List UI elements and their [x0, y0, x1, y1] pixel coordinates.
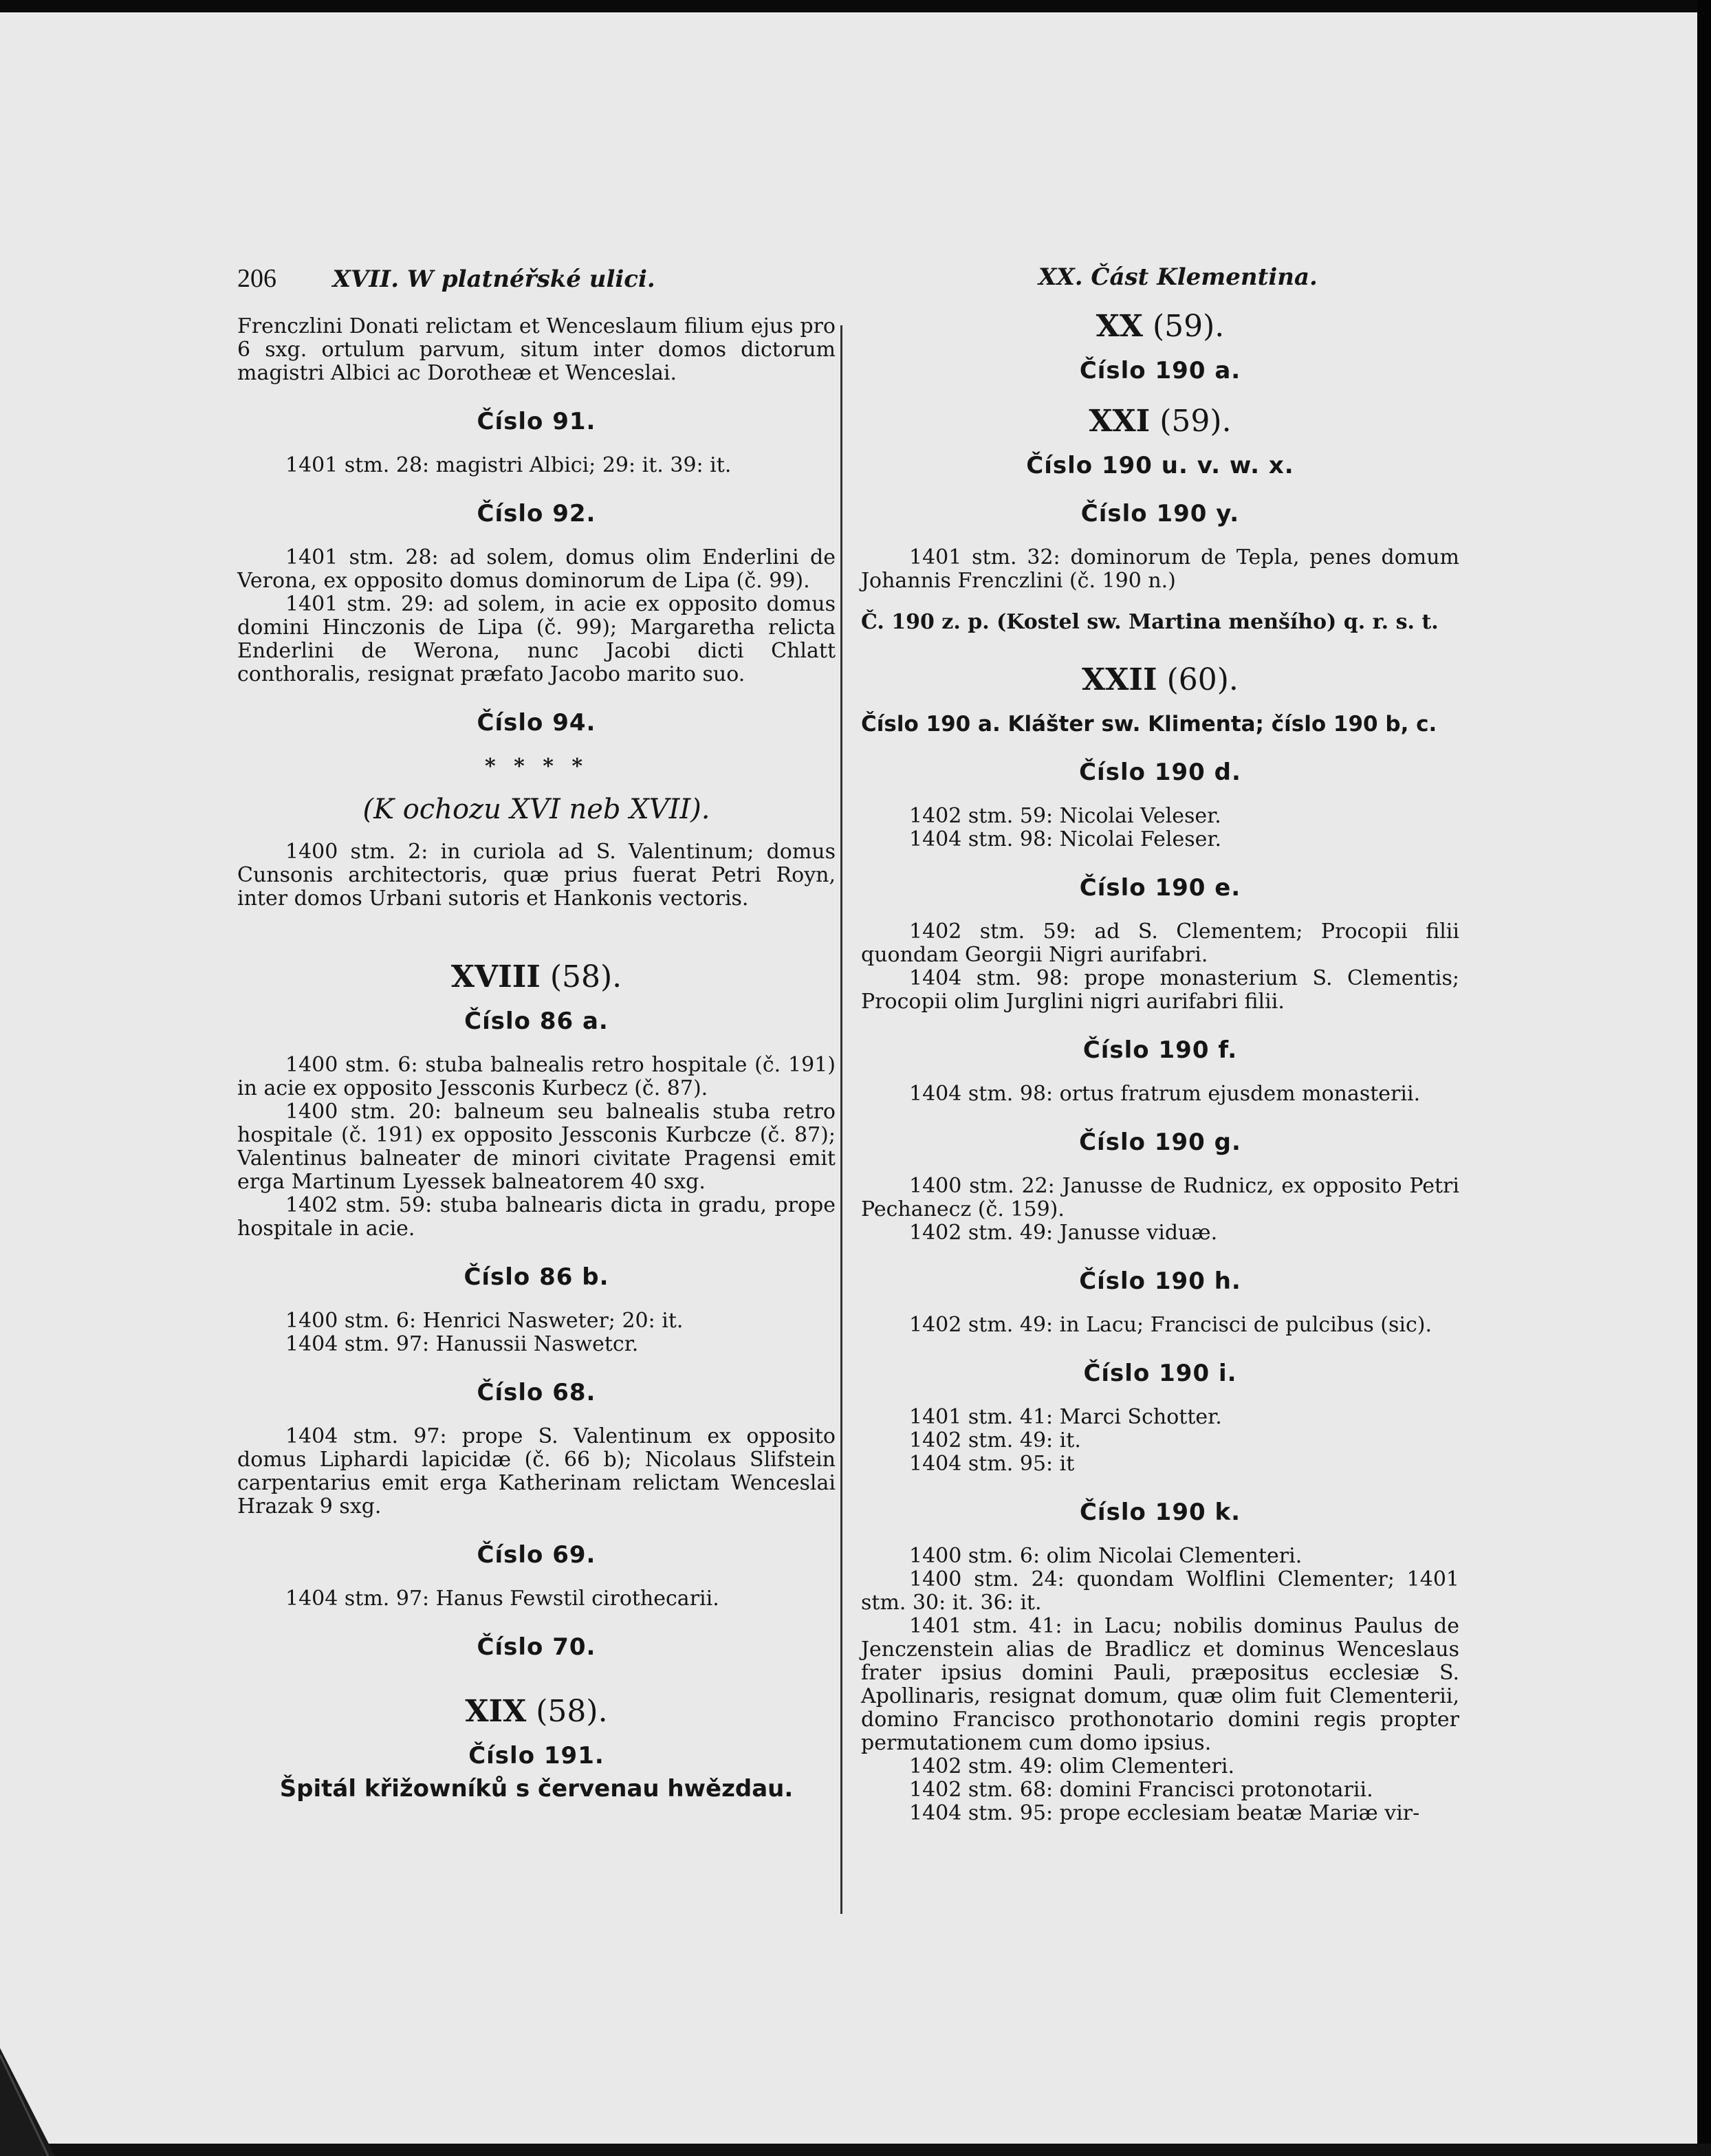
asterism: * * * * [484, 754, 589, 778]
entry: 1400 stm. 22: Janusse de Rudnicz, ex opposito Petri Pechanecz (č. 159). [861, 1174, 1459, 1221]
entry: 1402 stm. 49: olim Clementeri. [909, 1754, 1235, 1778]
entry-bold: Č. 190 z. p. (Kostel sw. Martina menšího) q. r. s. t. [861, 610, 1439, 634]
page-number: 206 [237, 264, 276, 293]
section-heading: Číslo 68. [477, 1379, 596, 1406]
chapter-roman: XIX [465, 1694, 527, 1729]
entry: 1401 stm. 32: dominorum de Tepla, penes domum Johannis Frenczlini (č. 190 n.) [861, 545, 1459, 593]
chapter-heading-xviii [237, 959, 836, 994]
section-heading: Číslo 91. [477, 408, 596, 435]
running-header-left [237, 263, 655, 294]
section-heading: Číslo 86 b. [464, 1263, 609, 1291]
entry: 1404 stm. 97: Hanus Fewstil cirothecarii. [285, 1587, 719, 1611]
column-divider [840, 325, 842, 1914]
book-page [0, 12, 1697, 2144]
entry: 1401 stm. 29: ad solem, in acie ex opposito domus domini Hinczonis de Lipa (č. 99); Margaretha relicta Enderlini de Werona, nunc Jacobi dicti Chlatt conthoralis, resignat præfato Jacobo marito suo. [237, 592, 836, 686]
entry: 1402 stm. 59: stuba balnearis dicta in gradu, prope hospitale in acie. [237, 1193, 836, 1241]
section-heading: Číslo 190 a. [1079, 357, 1241, 384]
section-heading: Číslo 190 u. v. w. x. [1026, 452, 1294, 479]
entry: 1404 stm. 98: Nicolai Feleser. [909, 827, 1221, 851]
entry: 1404 stm. 97: Hanussii Naswetcr. [285, 1332, 639, 1356]
left-column [237, 314, 836, 1803]
entry: 1402 stm. 59: Nicolai Veleser. [909, 804, 1221, 828]
chapter-number: (59). [1152, 309, 1225, 344]
left-running-title: XVII. W platnéřské ulici. [332, 265, 655, 293]
right-column [861, 309, 1459, 1825]
section-heading: Číslo 70. [477, 1633, 596, 1661]
section-heading: Číslo 190 y. [1080, 500, 1240, 527]
section-heading: Číslo 190 k. [1079, 1499, 1241, 1526]
entry: 1404 stm. 95: it [909, 1452, 1075, 1476]
scan-right-border [1697, 0, 1711, 2144]
section-heading: Číslo 190 i. [1083, 1360, 1237, 1387]
section-subheading: Špitál křižowníků s červenau hwězdau. [279, 1775, 794, 1803]
entry: 1400 stm. 6: olim Nicolai Clementeri. [909, 1544, 1303, 1568]
entry: 1402 stm. 49: Janusse viduæ. [909, 1221, 1218, 1245]
entry: 1401 stm. 41: in Lacu; nobilis dominus Paulus de Jenczenstein alias de Bradlicz et dominus Wenceslaus frater ipsius domini Pauli, præpositus ecclesiæ S. Apollinaris, resignat domum, quæ olim fuit Clementerii, domino Francisco prothonotario domini regis propter permutationem cum domo ipsius. [861, 1614, 1459, 1755]
entry: 1400 stm. 24: quondam Wolflini Clementer; 1401 stm. 30: it. 36: it. [861, 1567, 1459, 1615]
chapter-number: (60). [1166, 662, 1239, 697]
section-heading: Číslo 86 a. [464, 1008, 609, 1035]
section-heading: Číslo 191. [468, 1742, 604, 1770]
entry: 1404 stm. 98: prope monasterium S. Clementis; Procopii olim Jurglini nigri aurifabri filii. [861, 966, 1459, 1014]
scan-top-border [0, 0, 1711, 12]
chapter-roman: XVIII [450, 959, 541, 994]
section-heading: Číslo 190 e. [1079, 874, 1241, 902]
entry: 1400 stm. 6: stuba balnealis retro hospitale (č. 191) in acie ex opposito Jessconis Kurbecz (č. 87). [237, 1053, 836, 1100]
entry: 1400 stm. 6: Henrici Nasweter; 20: it. [285, 1309, 684, 1333]
ochoz-heading: (K ochozu XVI neb XVII). [362, 794, 710, 825]
entry: 1404 stm. 98: ortus fratrum ejusdem monasterii. [909, 1082, 1421, 1106]
entry: 1402 stm. 49: in Lacu; Francisci de pulcibus (sic). [909, 1313, 1432, 1337]
entry: 1400 stm. 2: in curiola ad S. Valentinum; domus Cunsonis architectoris, quæ prius fuerat Petri Royn, inter domos Urbani sutoris et Hankonis vectoris. [237, 840, 836, 911]
entry: 1401 stm. 28: ad solem, domus olim Enderlini de Verona, ex opposito domus dominorum de Lipa (č. 99). [237, 545, 836, 593]
chapter-number: (58). [536, 1694, 608, 1729]
chapter-heading-xxi [861, 404, 1459, 439]
section-heading: Číslo 94. [477, 709, 596, 737]
chapter-number: (59). [1159, 404, 1232, 439]
entry: 1401 stm. 28: magistri Albici; 29: it. 39: it. [285, 453, 732, 477]
chapter-roman: XXII [1082, 662, 1157, 697]
entry: 1402 stm. 68: domini Francisci protonotarii. [909, 1778, 1373, 1802]
entry: 1401 stm. 41: Marci Schotter. [909, 1405, 1222, 1429]
section-heading: Číslo 190 a. Klášter sw. Klimenta; číslo 190 b, c. [861, 712, 1437, 737]
entry: 1402 stm. 49: it. [909, 1428, 1081, 1452]
chapter-heading-xix [237, 1694, 836, 1729]
paragraph: Frenczlini Donati relictam et Wenceslaum filium ejus pro 6 sxg. ortulum parvum, situm inter domos dictorum magistri Albici ac Dorotheæ et Wenceslai. [237, 314, 836, 385]
section-heading: Číslo 69. [477, 1541, 596, 1569]
section-heading: Číslo 190 f. [1082, 1036, 1238, 1064]
entry: 1404 stm. 95: prope ecclesiam beatæ Mariæ vir- [909, 1801, 1420, 1825]
chapter-number: (58). [549, 959, 622, 994]
entry: 1404 stm. 97: prope S. Valentinum ex opposito domus Liphardi lapicidæ (č. 66 b); Nicolaus Slifstein carpentarius emit erga Katherinam relictam Wenceslai Hrazak 9 sxg. [237, 1424, 836, 1518]
section-heading: Číslo 92. [477, 500, 596, 527]
section-heading: Číslo 190 d. [1079, 759, 1241, 786]
chapter-roman: XX [1096, 309, 1143, 344]
chapter-heading-xxii [861, 662, 1459, 697]
entry: 1400 stm. 20: balneum seu balnealis stuba retro hospitale (č. 191) ex opposito Jessconis Kurbcze (č. 87); Valentinus balneater de minori civitate Pragensi emit erga Martinum Lyessek balneatorem 40 sxg. [237, 1100, 836, 1194]
running-header-right [1038, 263, 1318, 291]
section-heading: Číslo 190 h. [1079, 1267, 1241, 1295]
right-running-title: XX. Část Klementina. [1038, 263, 1318, 291]
chapter-heading-xx [861, 309, 1459, 344]
section-heading: Číslo 190 g. [1079, 1129, 1241, 1156]
entry: 1402 stm. 59: ad S. Clementem; Procopii filii quondam Georgii Nigri aurifabri. [861, 919, 1459, 967]
folded-corner-mark [0, 2048, 55, 2156]
chapter-roman: XXI [1089, 404, 1151, 439]
